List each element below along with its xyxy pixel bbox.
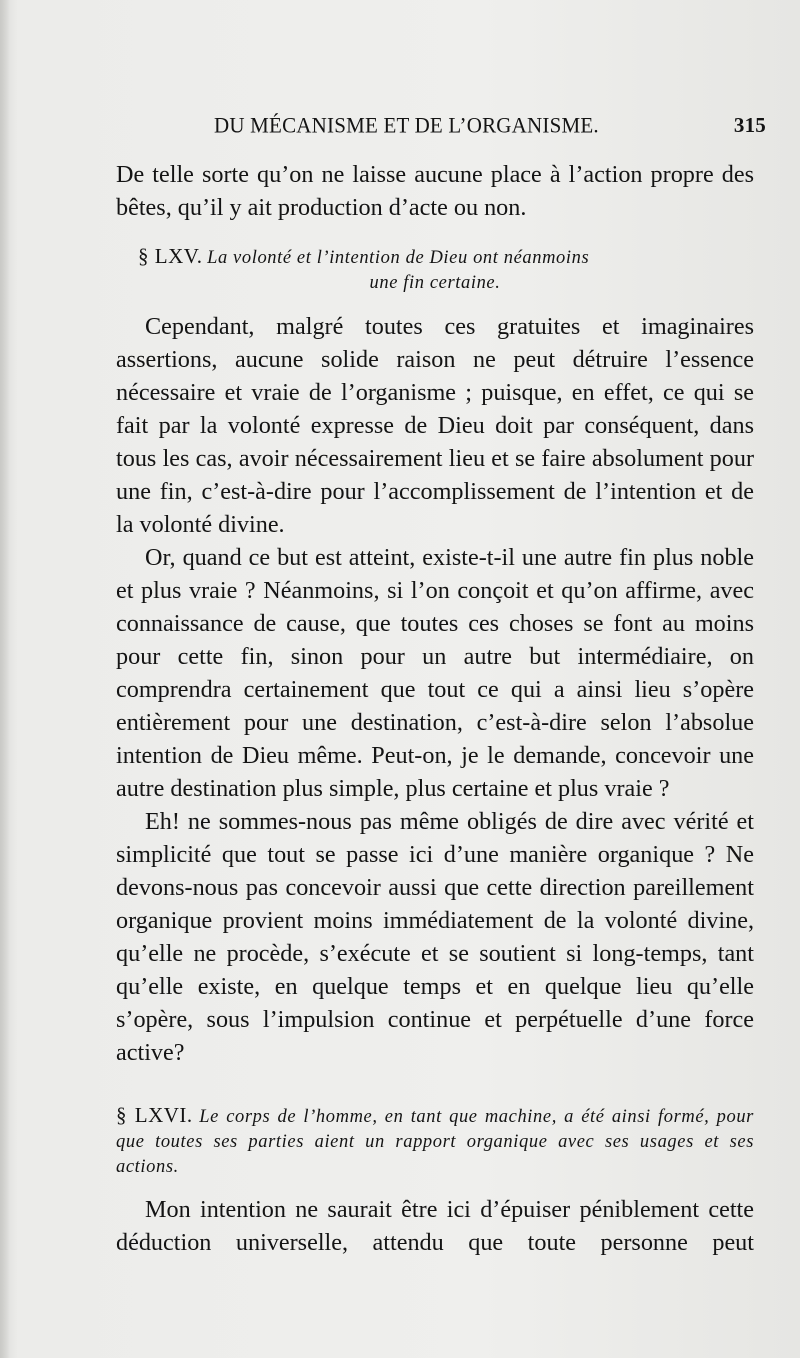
section-66-mark: § LXVI. [116,1103,193,1127]
paragraph-eh: Eh! ne sommes-nous pas même obligés de dire avec vérité et simplicité que tout se passe ici d’une manière organique ? Ne devons-nous pas concevoir aussi que cette direction pareillement organique provient moins immédiatement de la volonté divine, qu’elle ne procède, s’exécute et se soutient si long-temps, tant qu’elle existe, en quelque temps et en quelque lieu qu’elle s’opère, sous l’impulsion continue et perpétuelle d’une force active? [116,808,754,1066]
running-header [214,113,766,147]
section-65-mark: § LXV. [138,244,203,268]
paragraph-continuation: De telle sorte qu’on ne laisse aucune place à l’action propre des bêtes, qu’il y ait production d’acte ou non. [116,161,754,221]
section-66-heading [116,1103,754,1180]
text-block-top [116,158,754,224]
section-66-caption: Le corps de l’homme, en tant que machine, a été ainsi formé, pour que toutes ses parties aient un rapport organique avec ses usages et ses actions. [116,1107,754,1177]
text-block-bottom [116,1193,754,1259]
paragraph-or-quand: Or, quand ce but est atteint, existe-t-il une autre fin plus noble et plus vraie ? Néanmoins, si l’on conçoit et qu’on affirme, avec connaissance de cause, que toutes ces choses se font au moins pour cette fin, sinon pour un autre but intermédiaire, on comprendra certainement que tout ce qui a ainsi lieu s’opère entièrement pour une destination, c’est-à-dire selon l’absolue intention de Dieu même. Peut-on, je le demande, concevoir une autre destination plus simple, plus certaine et plus vraie ? [116,544,754,802]
page-spine-shadow [0,0,10,1358]
section-65-caption-line2: une fin certaine. [369,273,501,293]
running-title: DU MÉCANISME ET DE L’ORGANISME. [214,112,599,138]
section-65-caption-line1: La volonté et l’intention de Dieu ont néanmoins [207,248,590,268]
section-65-heading [116,244,754,296]
text-block-main [116,310,754,1069]
paragraph-mon-intention: Mon intention ne saurait être ici d’épuiser péniblement cette déduction universelle, attendu que toute personne peut [116,1196,754,1256]
paragraph-cependant: Cependant, malgré toutes ces gratuites et imaginaires assertions, aucune solide raison ne peut détruire l’essence nécessaire et vraie de l’organisme ; puisque, en effet, ce qui se fait par la volonté expresse de Dieu doit par conséquent, dans tous les cas, avoir nécessairement lieu et se faire absolument pour une fin, c’est-à-dire pour l’accomplissement de l’intention et de la volonté divine. [116,313,754,538]
page-number: 315 [733,113,766,137]
